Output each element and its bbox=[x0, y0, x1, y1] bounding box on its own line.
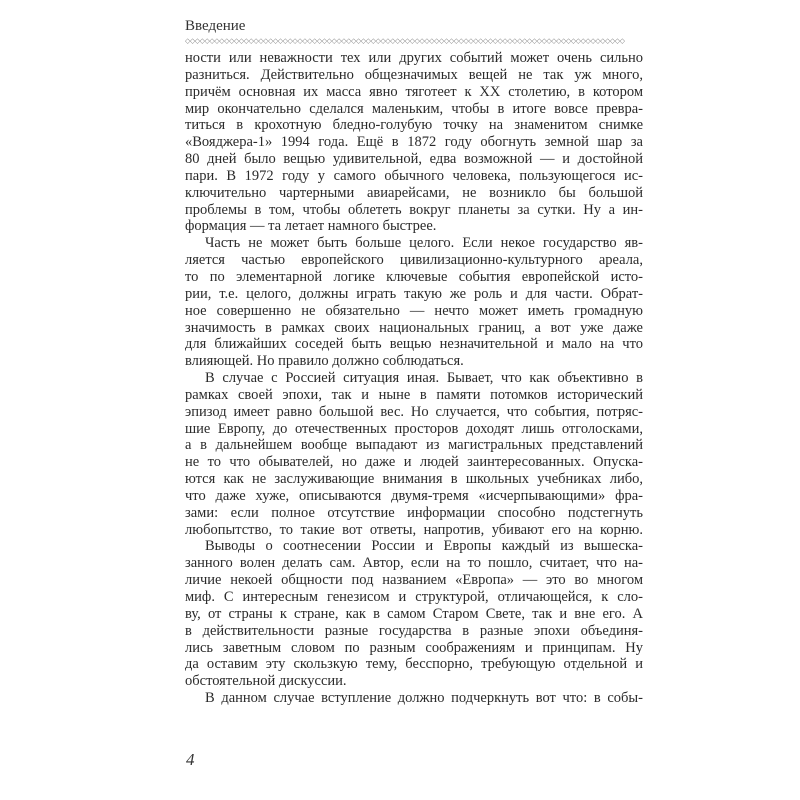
text-line: лись заветным словом по разным соображениям и принципам. Ну bbox=[185, 639, 643, 656]
text-line: ву, от страны к стране, как в самом Старом Свете, так и вне его. А bbox=[185, 605, 643, 622]
text-line: эпизод имеет равно большой вес. Но случается, что события, потряс- bbox=[185, 403, 643, 420]
text-line: В данном случае вступление должно подчеркнуть вот что: в собы- bbox=[205, 690, 643, 707]
text-line: ное совершенно не обязательно — нечто может иметь громадную bbox=[185, 302, 643, 319]
text-line: личие некоей общности под названием «Европа» — это во многом bbox=[185, 572, 643, 589]
text-line: титься в крохотную бледно-голубую точку на знаменитом снимке bbox=[185, 117, 643, 134]
text-line: мир окончательно сделался маленьким, чтобы в итоге вовсе превра- bbox=[185, 100, 643, 117]
text-line: да оставим эту скользкую тему, бесспорно, требующую отдельной и bbox=[185, 656, 643, 673]
text-line: пари. В 1972 году у самого обычного человека, пользующегося ис- bbox=[185, 167, 643, 184]
text-line: рии, т.е. целого, должны играть такую же роль и для части. Обрат- bbox=[185, 285, 643, 302]
running-header: Введение bbox=[185, 18, 246, 34]
text-line: влияющей. Но правило должно соблюдаться. bbox=[185, 353, 464, 370]
text-line: любопытство, то такие вот ответы, напротив, убивают его на корню. bbox=[185, 521, 643, 538]
text-line: ются как не заслуживающие внимания в школьных учебниках либо, bbox=[185, 471, 643, 488]
text-line: проблемы в том, чтобы облететь вокруг планеты за сутки. Ну а ин- bbox=[185, 201, 643, 218]
text-line: миф. С интересным генезисом и структурой, отличающейся, к сло- bbox=[185, 589, 643, 605]
text-line: «Вояджера-1» 1994 года. Ещё в 1872 году обогнуть земной шар за bbox=[185, 134, 643, 151]
text-line: в действительности разные государства в разные эпохи объединя- bbox=[185, 622, 643, 639]
text-line: В случае с Россией ситуация иная. Бывает, что как объективно в bbox=[205, 370, 643, 387]
text-line: а в дальнейшем вообще выпадают из магистральных представлений bbox=[185, 437, 643, 454]
text-line: не то что обывателей, но даже и людей заинтересованных. Опуска- bbox=[185, 454, 643, 471]
text-line: зами: если полное отсутствие информации способно подстегнуть bbox=[185, 504, 643, 521]
text-line: для ближайших соседей быть вещью незначительной и мало на что bbox=[185, 336, 643, 353]
text-line: значимость в рамках своих национальных границ, а вот уже даже bbox=[185, 319, 643, 336]
text-line: ляется частью европейского цивилизационно-культурного ареала, bbox=[185, 252, 643, 269]
text-line: шие Европу, до отечественных просторов доходят лишь отголосками, bbox=[185, 420, 643, 437]
text-line: Часть не может быть больше целого. Если некое государство яв- bbox=[205, 235, 643, 252]
text-line: ности или неважности тех или других событий может очень сильно bbox=[185, 50, 643, 66]
text-line: что даже хуже, описываются двумя-тремя «исчерпывающими» фра- bbox=[185, 487, 643, 504]
text-line: Выводы о соотнесении России и Европы каждый из вышеска- bbox=[205, 538, 643, 555]
ornamental-divider: ◇◇◇◇◇◇◇◇◇◇◇◇◇◇◇◇◇◇◇◇◇◇◇◇◇◇◇◇◇◇◇◇◇◇◇◇◇◇◇◇◇◇◇◇◇◇◇◇◇◇◇◇◇◇◇◇◇◇◇◇◇◇◇◇◇◇◇◇◇◇◇◇◇◇◇◇◇◇◇◇◇◇◇◇◇◇◇◇◇◇ bbox=[185, 37, 625, 45]
text-line: причём основная их масса явно тяготеет к XX столетию, в котором bbox=[185, 83, 643, 100]
text-line: 80 дней было вещью удивительной, едва возможной — и достойной bbox=[185, 151, 643, 168]
text-line: обстоятельной дискуссии. bbox=[185, 673, 347, 690]
text-line: разниться. Действительно общезначимых вещей не так уж много, bbox=[185, 66, 643, 83]
text-line: то по элементарной логике ключевые события европейской исто- bbox=[185, 268, 643, 285]
body-text bbox=[185, 50, 643, 707]
page-number: 4 bbox=[186, 750, 195, 769]
text-line: занного волен делать сам. Автор, если на то пошло, считает, что на- bbox=[185, 555, 643, 572]
text-line: рамках своей эпохи, так и ныне в памяти потомков исторический bbox=[185, 386, 643, 403]
text-line: формация — та летает намного быстрее. bbox=[185, 218, 437, 235]
text-line: ключительно чартерными авиарейсами, не возникло бы большой bbox=[185, 184, 643, 201]
